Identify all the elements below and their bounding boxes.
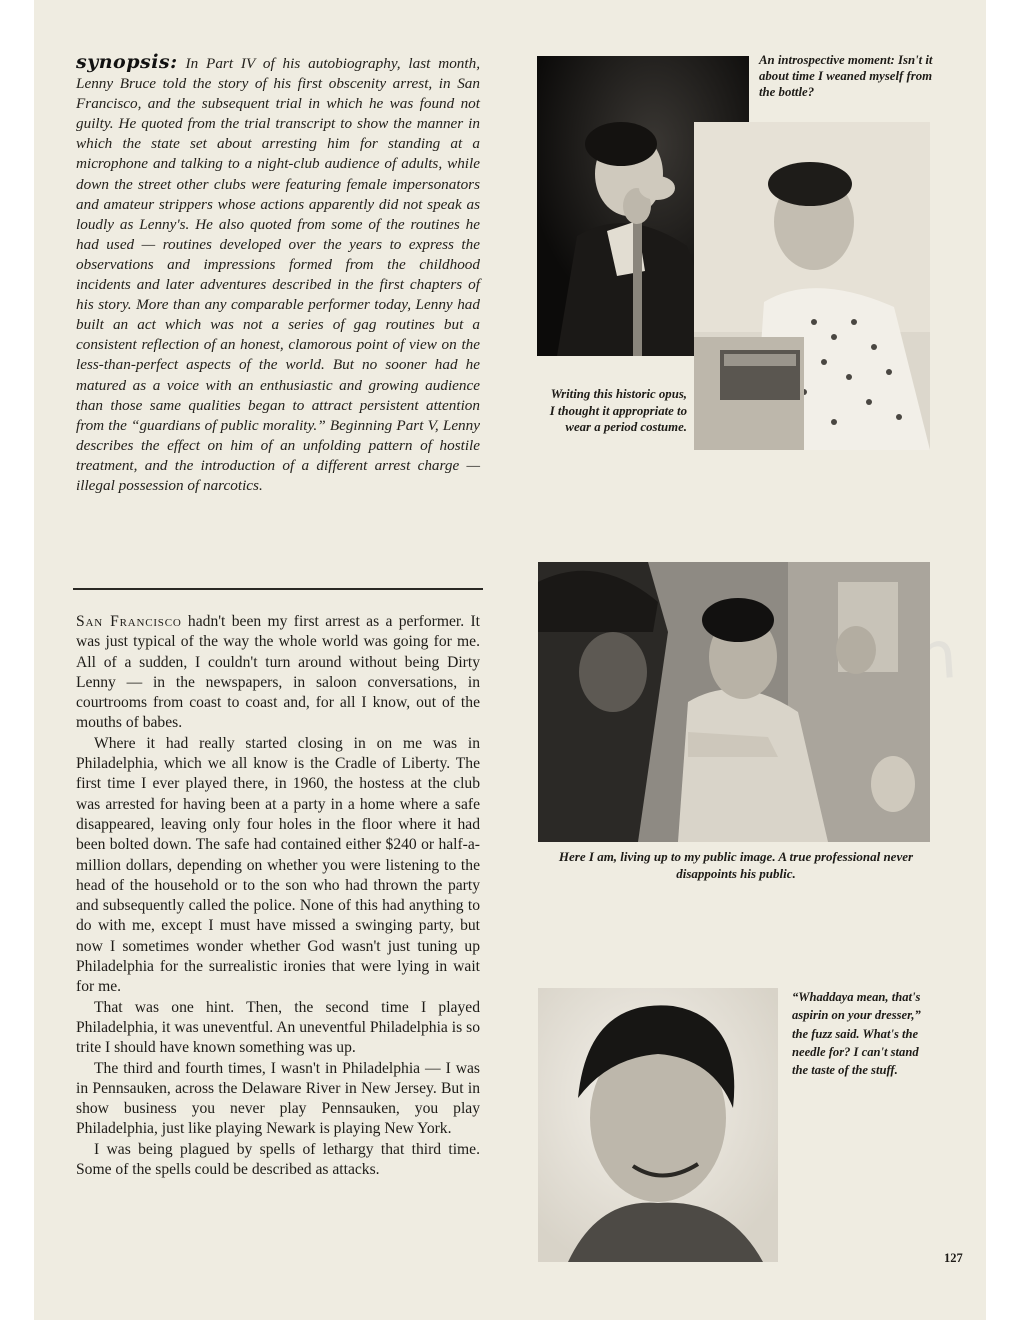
caption-public-image: Here I am, living up to my public image. A true professional never disappoints his public. [558,849,914,881]
photo-typewriter [694,122,930,450]
paragraph-text: hadn't been my first arrest as a performer. It was just typical of the way the whole world was going for me. All of a sudden, I couldn't turn around without being Dirty Lenny — in the newspapers, in saloon conversations, in courtrooms from coast to coast and, for all I know, out of the mouths of babes. [76,613,480,732]
article-paragraph: Where it had really started closing in on me was in Philadelphia, which we all know is the Cradle of Liberty. The first time I ever played there, in 1960, the hostess at the club was arrested for having been at a party in a home where a safe disappeared, leaving only four holes in the floor where it had been bolted down. The safe had contained either $240 or half-a-million dollars, depending on whether you were listening to the head of the household or to the son who had thrown the party and subsequently called the police. None of this had anything to do with me, except I must have missed a swinging party, but now I sometimes wonder whether God wasn't just tuning up Philadelphia for the surrealistic ironies that were lying in wait for me. [76,734,480,996]
photo-arrest [538,562,930,842]
caption-writing: Writing this historic opus, I thought it appropriate to wear a period costume. [549,387,687,434]
lead-in: San Francisco [76,613,182,630]
synopsis-label: synopsis: [76,51,178,73]
synopsis-text: In Part IV of his autobiography, last month, Lenny Bruce told the story of his first obscenity arrest, in San Francisco, and the subsequent trial in which he was found not guilty. He quoted from the trial transcript to show the manner in which the state set about arresting him for standing at a microphone and talking to a night-club audience of adults, while down the street other clubs were featuring female impersonators and amateur strippers whose actions apparently did not speak as loudly as Lenny's. He also quoted from some of the routines he had used — routines developed over the years to express the observations and impressions formed from the childhood incidents and later adventures described in the first chapters of his story. More than any comparable performer today, Lenny had built an act which was not a series of gag routines but a consistent reflection of an honest, clamorous point of view on the less-than-perfect aspects of the world. But no sooner had he matured as a voice with an enthusiastic and growing audience than those same qualities began to attract persistent attention from the “guardians of public morality.” Beginning Part V, Lenny describes the effect on him of an unfolding pattern of hostile treatment, and the introduction of a different arrest charge — illegal possession of narcotics. [76,55,480,494]
article-body [76,612,480,1180]
page-number: 127 [944,1251,963,1265]
article-paragraph [76,612,480,734]
synopsis-block [76,52,480,496]
article-paragraph: I was being plagued by spells of lethargy that third time. Some of the spells could be described as attacks. [76,1140,480,1179]
caption-introspective: An introspective moment: Isn't it about time I weaned myself from the bottle? [759,53,933,99]
article-paragraph: The third and fourth times, I wasn't in Philadelphia — I was in Pennsauken, across the Delaware River in New Jersey. But in show business you never play Pennsauken, you play Philadelphia, just like playing Newark is playing New York. [76,1059,480,1138]
photo-portrait [538,988,778,1262]
caption-aspirin: “Whaddaya mean, that's aspirin on your dresser,” the fuzz said. What's the needle for? I can't stand the taste of the stuff. [792,990,921,1078]
article-paragraph: That was one hint. Then, the second time I played Philadelphia, it was uneventful. An uneventful Philadelphia is so trite I should have known something was up. [76,998,480,1057]
section-divider [73,588,483,590]
